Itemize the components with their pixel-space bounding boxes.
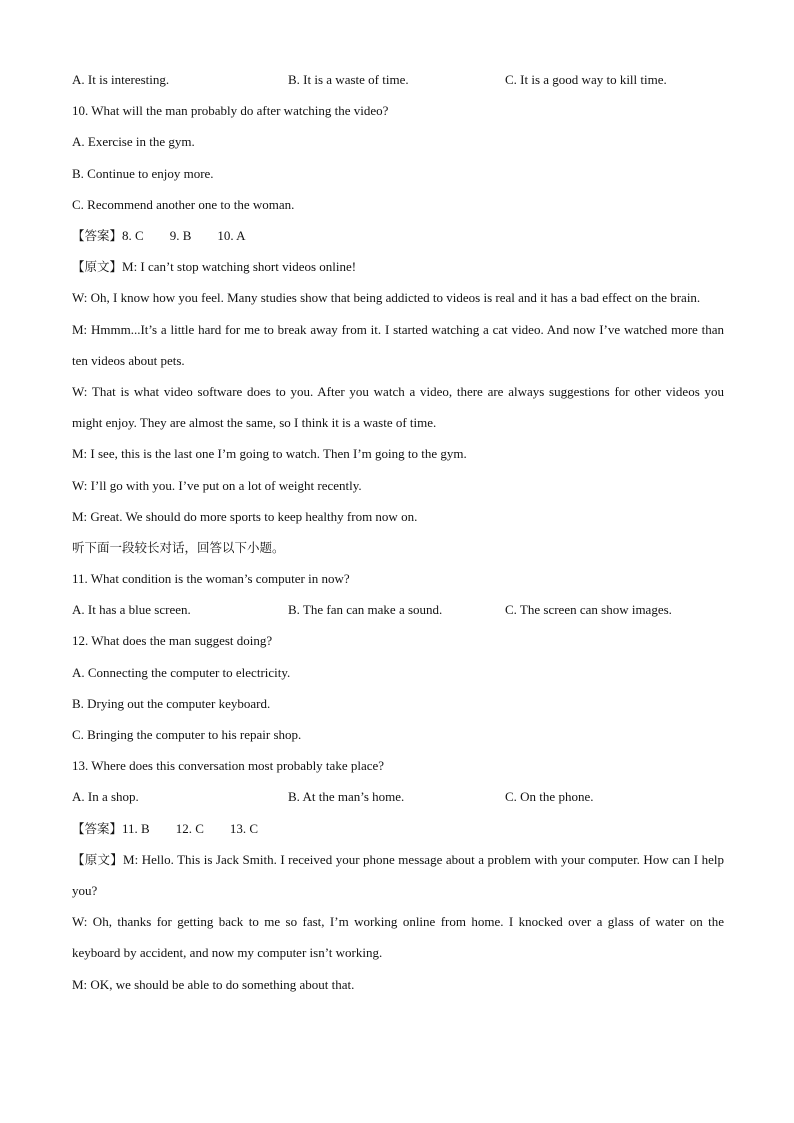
q11-options [72,594,724,625]
answer-item: 9. B [169,227,192,243]
q9-options [72,64,724,95]
option-a: A. It is interesting. [72,72,170,87]
q10-option-a: A. Exercise in the gym. [72,134,195,150]
q12-option-a: A. Connecting the computer to electricity. [72,664,291,680]
transcript-line: M: I see, this is the last one I’m going to watch. Then I’m going to the gym. [72,446,467,462]
option-c: C. The screen can show images. [505,602,672,618]
section-instruction: 听下面一段较长对话，回答以下小题。 [72,539,285,555]
document-page [72,64,724,1000]
transcript-line: W: Oh, I know how you feel. Many studies show that being addicted to videos is real and it has a bad effect on the brain. [72,290,701,306]
option-a: A. In a shop. [72,789,139,805]
transcript-line: M: OK, we should be able to do something about that. [72,976,355,992]
q10-option-b: B. Continue to enjoy more. [72,165,214,181]
option-b: B. At the man’s home. [288,789,405,805]
question-13: 13. Where does this conversation most probably take place? [72,758,385,774]
q12-option-b: B. Drying out the computer keyboard. [72,695,271,711]
answer-item: 10. A [217,227,246,243]
transcript-line: M: Great. We should do more sports to keep healthy from now on. [72,508,418,524]
transcript-line: W: I’ll go with you. I’ve put on a lot of weight recently. [72,477,362,493]
option-a: A. It has a blue screen. [72,602,191,618]
option-c: C. It is a good way to kill time. [505,72,667,87]
transcript-line: M: Hmmm...It’s a little hard for me to break away from it. I started watching a cat video. And now I’ve watched more than ten videos about pets. [72,321,724,368]
q13-options [72,781,724,812]
answer-tag: 【答案】 [72,227,123,243]
transcript-tag: 【原文】 [72,259,123,275]
option-b: B. The fan can make a sound. [288,602,443,618]
transcript-line: W: That is what video software does to you. After you watch a video, there are always suggestions for other videos you might enjoy. They are almost the same, so I think it is a waste of time. [72,383,724,431]
answer-key-1 [72,220,724,251]
question-12: 12. What does the man suggest doing? [72,633,273,649]
q10-option-c: C. Recommend another one to the woman. [72,196,295,212]
answer-item: 11. B [122,820,150,836]
transcript-2-first-line [72,844,724,906]
transcript-line: M: Hello. This is Jack Smith. I received your phone message about a problem with your computer. How can I help you? [72,851,724,898]
question-11: 11. What condition is the woman’s computer in now? [72,571,350,587]
transcript-line: M: I can’t stop watching short videos online! [122,259,357,275]
answer-item: 13. C [229,820,259,836]
answer-tag: 【答案】 [72,820,123,836]
answer-item: 12. C [175,820,204,836]
answer-key-2 [72,813,724,844]
answer-item: 8. C [122,227,144,243]
option-b: B. It is a waste of time. [288,72,409,87]
transcript-line: W: Oh, thanks for getting back to me so fast, I’m working online from home. I knocked over a glass of water on the keyboard by accident, and now my computer isn’t working. [72,914,724,961]
transcript-tag: 【原文】 [72,851,124,867]
q12-option-c: C. Bringing the computer to his repair shop. [72,727,302,743]
option-c: C. On the phone. [505,789,594,805]
question-10: 10. What will the man probably do after watching the video? [72,103,389,119]
transcript-1-first-line [72,251,724,282]
